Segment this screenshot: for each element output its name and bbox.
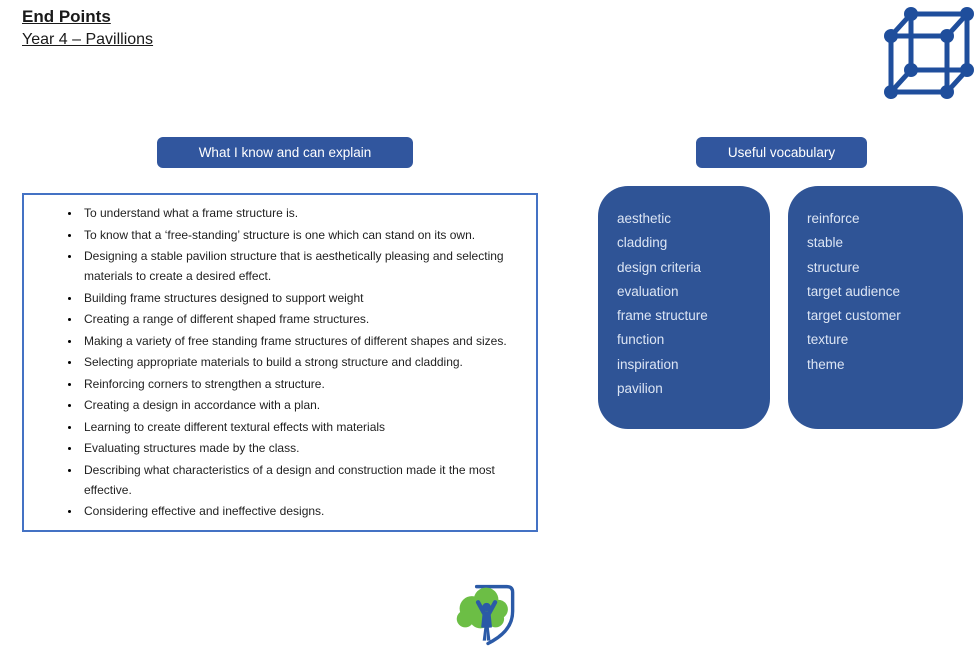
know-section-header: What I know and can explain xyxy=(157,137,413,168)
bullet-item: • Learning to create different textural effects with materials xyxy=(81,417,530,437)
know-bullets-box xyxy=(22,193,538,532)
bullet-item: • Creating a range of different shaped frame structures. xyxy=(81,309,530,329)
vocab-word: stable xyxy=(807,235,844,251)
bullet-item: • Reinforcing corners to strengthen a structure. xyxy=(81,374,530,394)
vocab-word: theme xyxy=(807,356,845,372)
bullet-item: • To know that a ‘free-standing’ structure is one which can stand on its own. xyxy=(81,225,530,245)
vocab-box-2 xyxy=(788,186,963,429)
vocab-word: frame structure xyxy=(617,308,708,324)
vocab-box-1 xyxy=(598,186,770,429)
cube-icon xyxy=(878,4,974,102)
bullet-item: • Considering effective and ineffective designs. xyxy=(81,501,530,521)
bullet-item: • Making a variety of free standing frame structures of different shapes and sizes. xyxy=(81,331,530,351)
page-title: End Points xyxy=(22,7,111,26)
vocab-word: design criteria xyxy=(617,259,702,275)
vocab-word: pavilion xyxy=(617,381,663,397)
bullet-item: • Evaluating structures made by the class. xyxy=(81,438,530,458)
vocab-word: aesthetic xyxy=(617,211,672,226)
bullet-item: • Designing a stable pavilion structure that is aesthetically pleasing and selecting materials to create a desired effect. xyxy=(81,246,530,286)
vocab-word: target customer xyxy=(807,308,901,324)
know-bullets-list xyxy=(24,203,536,521)
school-logo xyxy=(452,583,524,649)
vocab-word: evaluation xyxy=(617,283,679,299)
vocab-section-header: Useful vocabulary xyxy=(696,137,867,168)
bullet-item: • Describing what characteristics of a design and construction made it the most effective. xyxy=(81,460,530,500)
bullet-item: • Creating a design in accordance with a plan. xyxy=(81,395,530,415)
vocab-word: reinforce xyxy=(807,211,860,226)
page-subtitle: Year 4 – Pavillions xyxy=(22,31,154,48)
bullet-item: • Selecting appropriate materials to build a strong structure and cladding. xyxy=(81,352,530,372)
vocab-word: cladding xyxy=(617,235,668,251)
vocab-word: target audience xyxy=(807,283,901,299)
vocab-word: function xyxy=(617,332,665,348)
vocab-word: structure xyxy=(807,259,860,275)
vocab-word: texture xyxy=(807,332,849,348)
vocab-word: inspiration xyxy=(617,356,679,372)
bullet-item: • To understand what a frame structure is. xyxy=(81,203,530,223)
bullet-item: • Building frame structures designed to support weight xyxy=(81,288,530,308)
